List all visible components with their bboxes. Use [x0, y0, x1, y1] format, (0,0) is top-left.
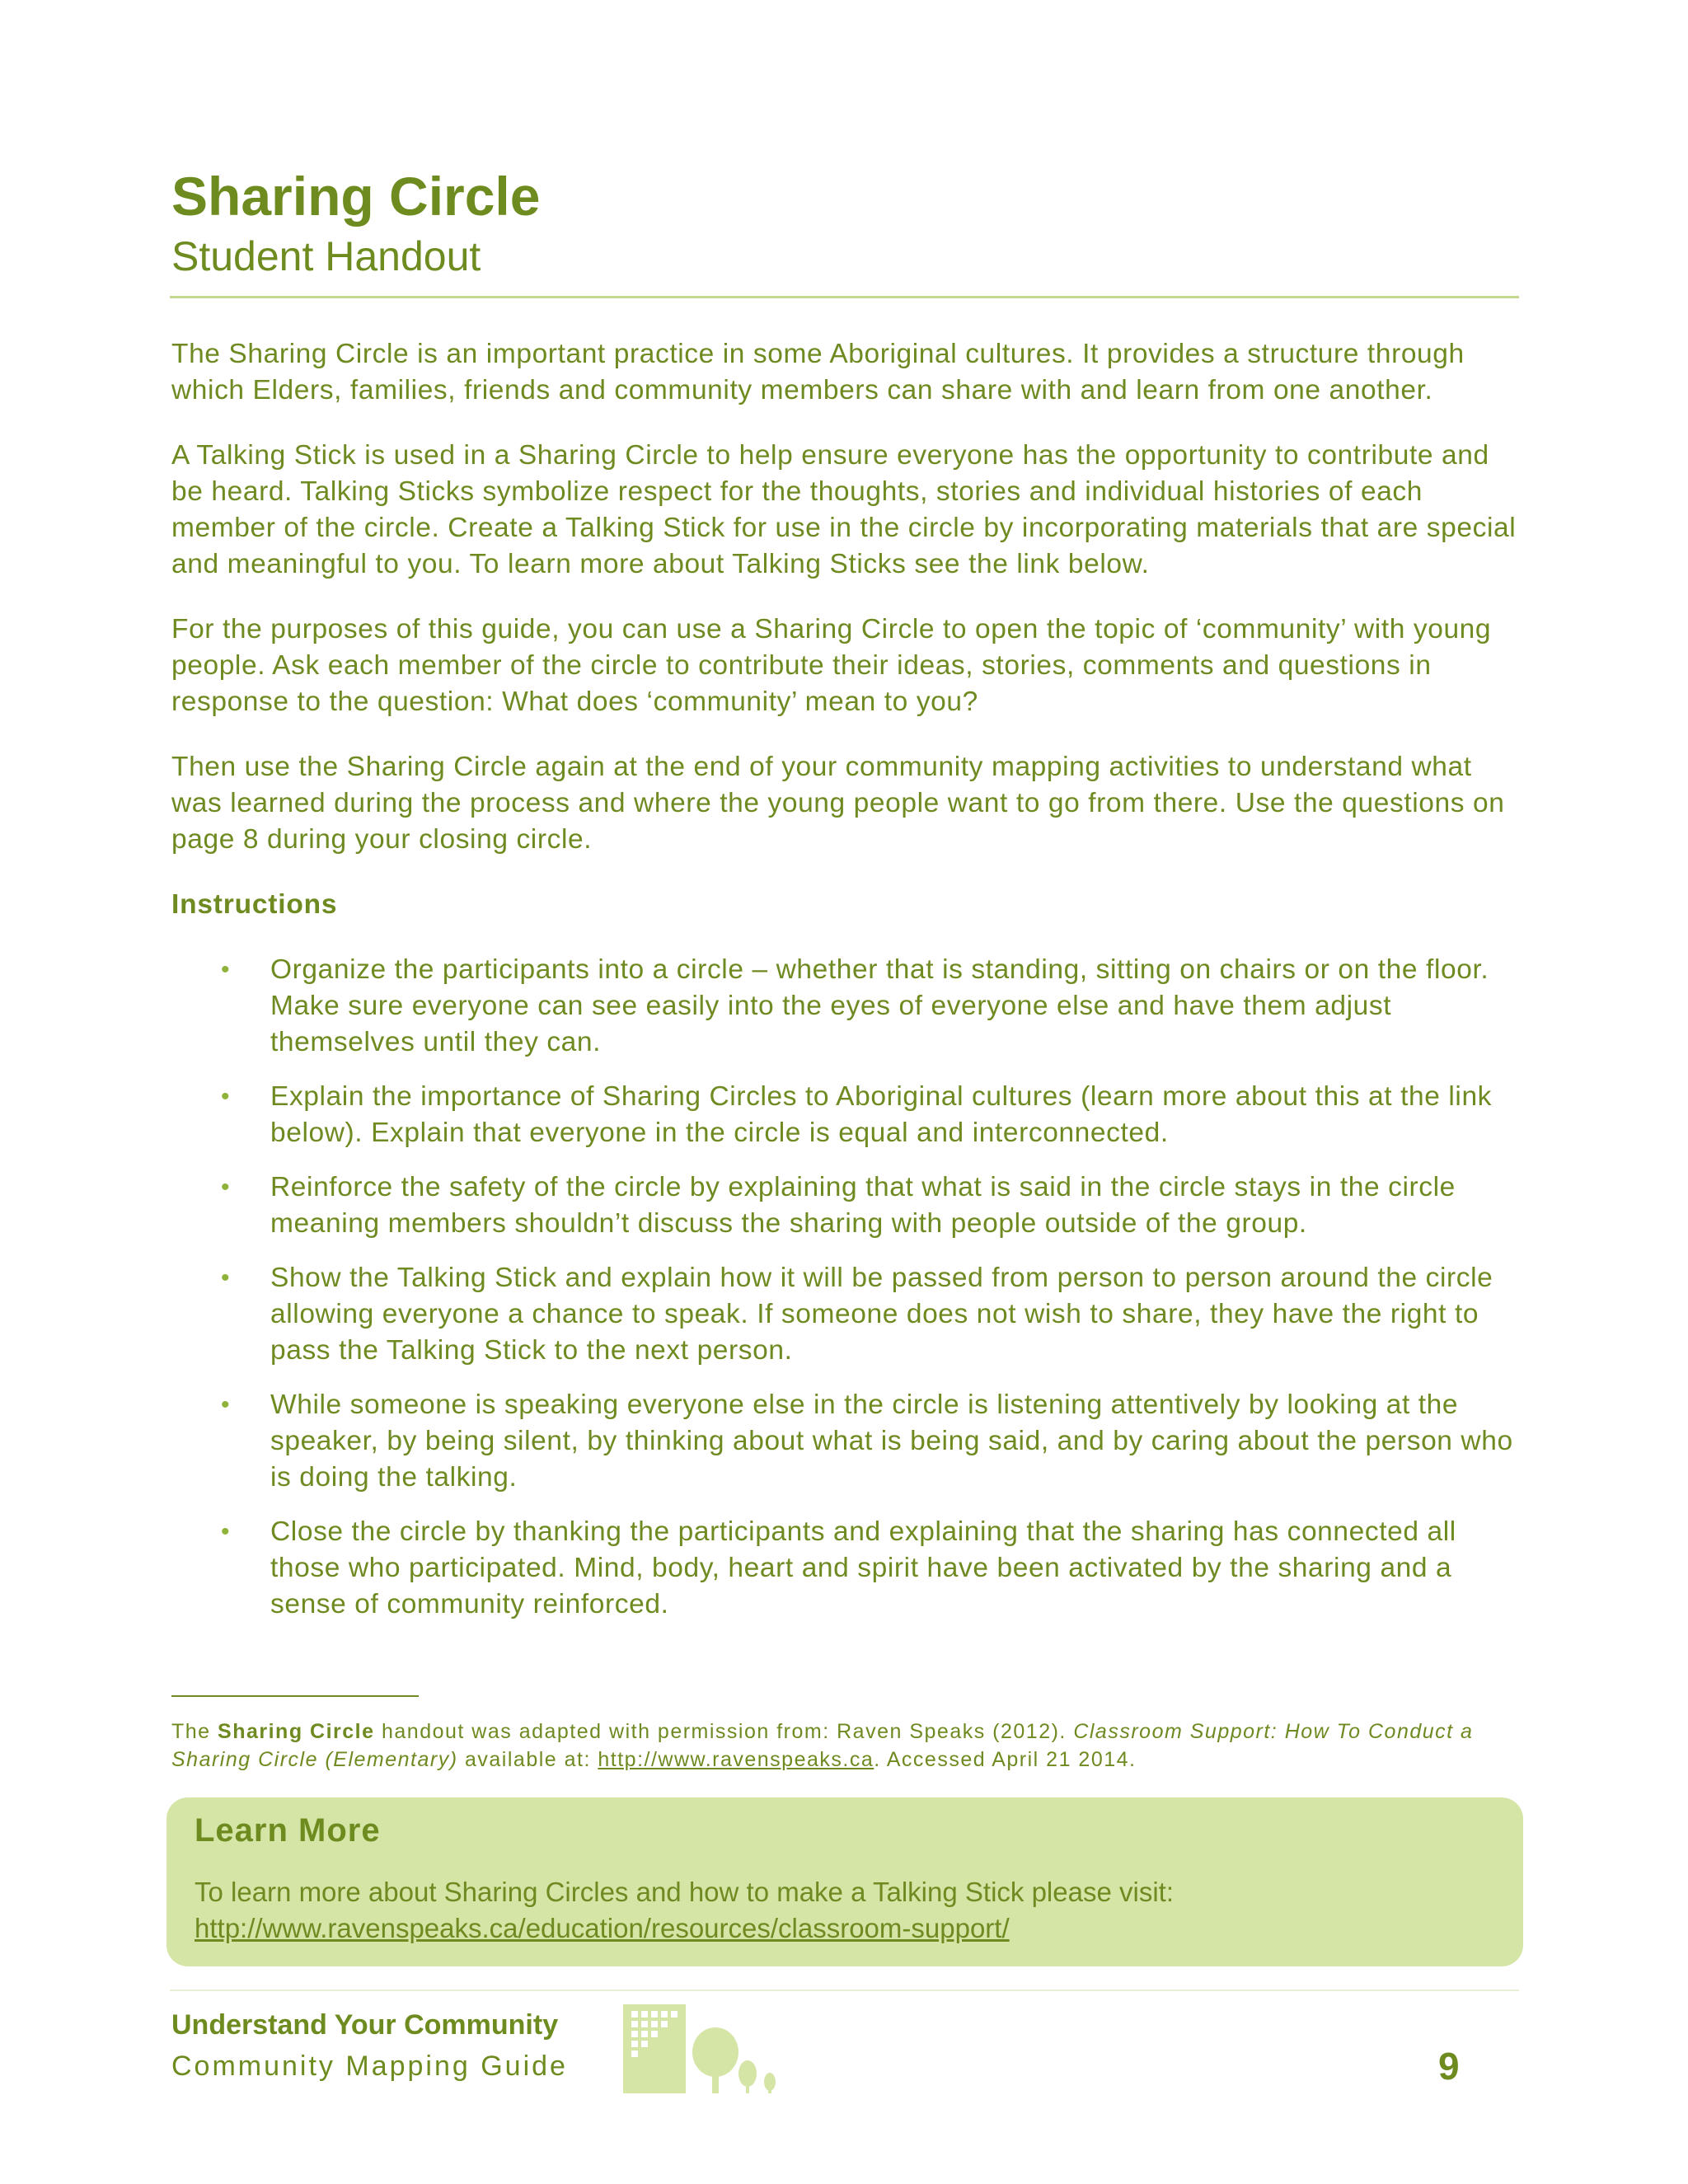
learn-more-text — [195, 1874, 1497, 1947]
footnote-source-title: Classroom Support: How To Conduct a Sharing Circle (Elementary) — [171, 1720, 1474, 1771]
footnote-link[interactable]: http://www.ravenspeaks.ca — [598, 1748, 874, 1771]
body-content — [171, 336, 1523, 1641]
intro-paragraph: The Sharing Circle is an important practice in some Aboriginal cultures. It provides a structure through which Elders, families, friends and community members can share with and learn from one another. — [171, 339, 1465, 405]
instructions-list — [171, 952, 1523, 1623]
list-item — [171, 952, 1523, 1061]
bullet-icon: • — [221, 1083, 231, 1110]
talking-stick-paragraph: A Talking Stick is used in a Sharing Circle to help ensure everyone has the opportunity to contribute and be heard. Talking Sticks symbolize respect for the thoughts, stories and individual histories of each member of the circle. Create a Talking Stick for use in the circle by incorporating materials that are special and meaningful to you. To learn more about Talking Sticks see the link below. — [171, 440, 1517, 579]
footnote-suffix: . Accessed April 21 2014. — [874, 1748, 1137, 1771]
learn-more-link[interactable]: http://www.ravenspeaks.ca/education/resources/classroom-support/ — [195, 1913, 1010, 1943]
list-item-text: Organize the participants into a circle – whether that is standing, sitting on chairs or on the floor. Make sure everyone can see easily into the eyes of everyone else and have them adjust themselves until they can. — [270, 954, 1489, 1057]
learn-more-box — [166, 1797, 1523, 1966]
footnote-available: available at: — [457, 1748, 598, 1771]
footer-title: Understand Your Community — [171, 2009, 559, 2041]
bullet-icon: • — [221, 1264, 231, 1291]
list-item — [171, 1387, 1523, 1496]
title-divider — [170, 296, 1519, 298]
page-subtitle: Student Handout — [171, 233, 481, 279]
list-item-text: Explain the importance of Sharing Circles to Aboriginal cultures (learn more about this at the link below). Explain that everyone in the circle is equal and interconnected. — [270, 1081, 1493, 1148]
bullet-icon: • — [221, 1518, 231, 1545]
list-item-text: Close the circle by thanking the participants and explaining that the sharing has connected all those who participated. Mind, body, heart and spirit have been activated by the sharing and a sense of community reinforced. — [270, 1516, 1456, 1619]
learn-more-description: To learn more about Sharing Circles and how to make a Talking Stick please visit: — [195, 1877, 1174, 1907]
footnote-middle: handout was adapted with permission from: Raven Speaks (2012). — [374, 1720, 1074, 1743]
list-item — [171, 1079, 1523, 1151]
bullet-icon: • — [221, 1174, 231, 1201]
footer-divider — [170, 1990, 1519, 1991]
list-item — [171, 1260, 1523, 1369]
bullet-icon: • — [221, 956, 231, 983]
list-item — [171, 1514, 1523, 1623]
footnote — [171, 1718, 1523, 1774]
footnote-prefix: The — [171, 1720, 218, 1743]
list-item-text: Reinforce the safety of the circle by explaining that what is said in the circle stays in the circle meaning members shouldn’t discuss the sharing with people outside of the group. — [270, 1172, 1456, 1239]
footer-subtitle: Community Mapping Guide — [171, 2050, 568, 2082]
closing-paragraph: Then use the Sharing Circle again at the end of your community mapping activities to understand what was learned during the process and where the young people want to go from there. Use the questions on page 8 during your closing circle. — [171, 752, 1505, 855]
community-mapping-logo-icon — [620, 2001, 785, 2100]
instructions-heading: Instructions — [171, 889, 338, 920]
purpose-paragraph: For the purposes of this guide, you can use a Sharing Circle to open the topic of ‘community’ with young people. Ask each member of the circle to contribute their ideas, stories, comments and questions in response to the question: What does ‘community’ mean to you? — [171, 614, 1492, 717]
bullet-icon: • — [221, 1391, 231, 1418]
footnote-bold: Sharing Circle — [218, 1720, 375, 1743]
list-item-text: Show the Talking Stick and explain how it will be passed from person to person around the circle allowing everyone a chance to speak. If someone does not wish to share, they have the right to pass the Talking Stick to the next person. — [270, 1263, 1493, 1366]
list-item-text: While someone is speaking everyone else in the circle is listening attentively by looking at the speaker, by being silent, by thinking about what is being said, and by caring about the person who is doing the talking. — [270, 1390, 1513, 1493]
learn-more-title: Learn More — [195, 1812, 381, 1849]
page-number: 9 — [1438, 2045, 1460, 2088]
list-item — [171, 1169, 1523, 1242]
page-title: Sharing Circle — [171, 166, 541, 227]
footnote-divider — [171, 1695, 419, 1697]
